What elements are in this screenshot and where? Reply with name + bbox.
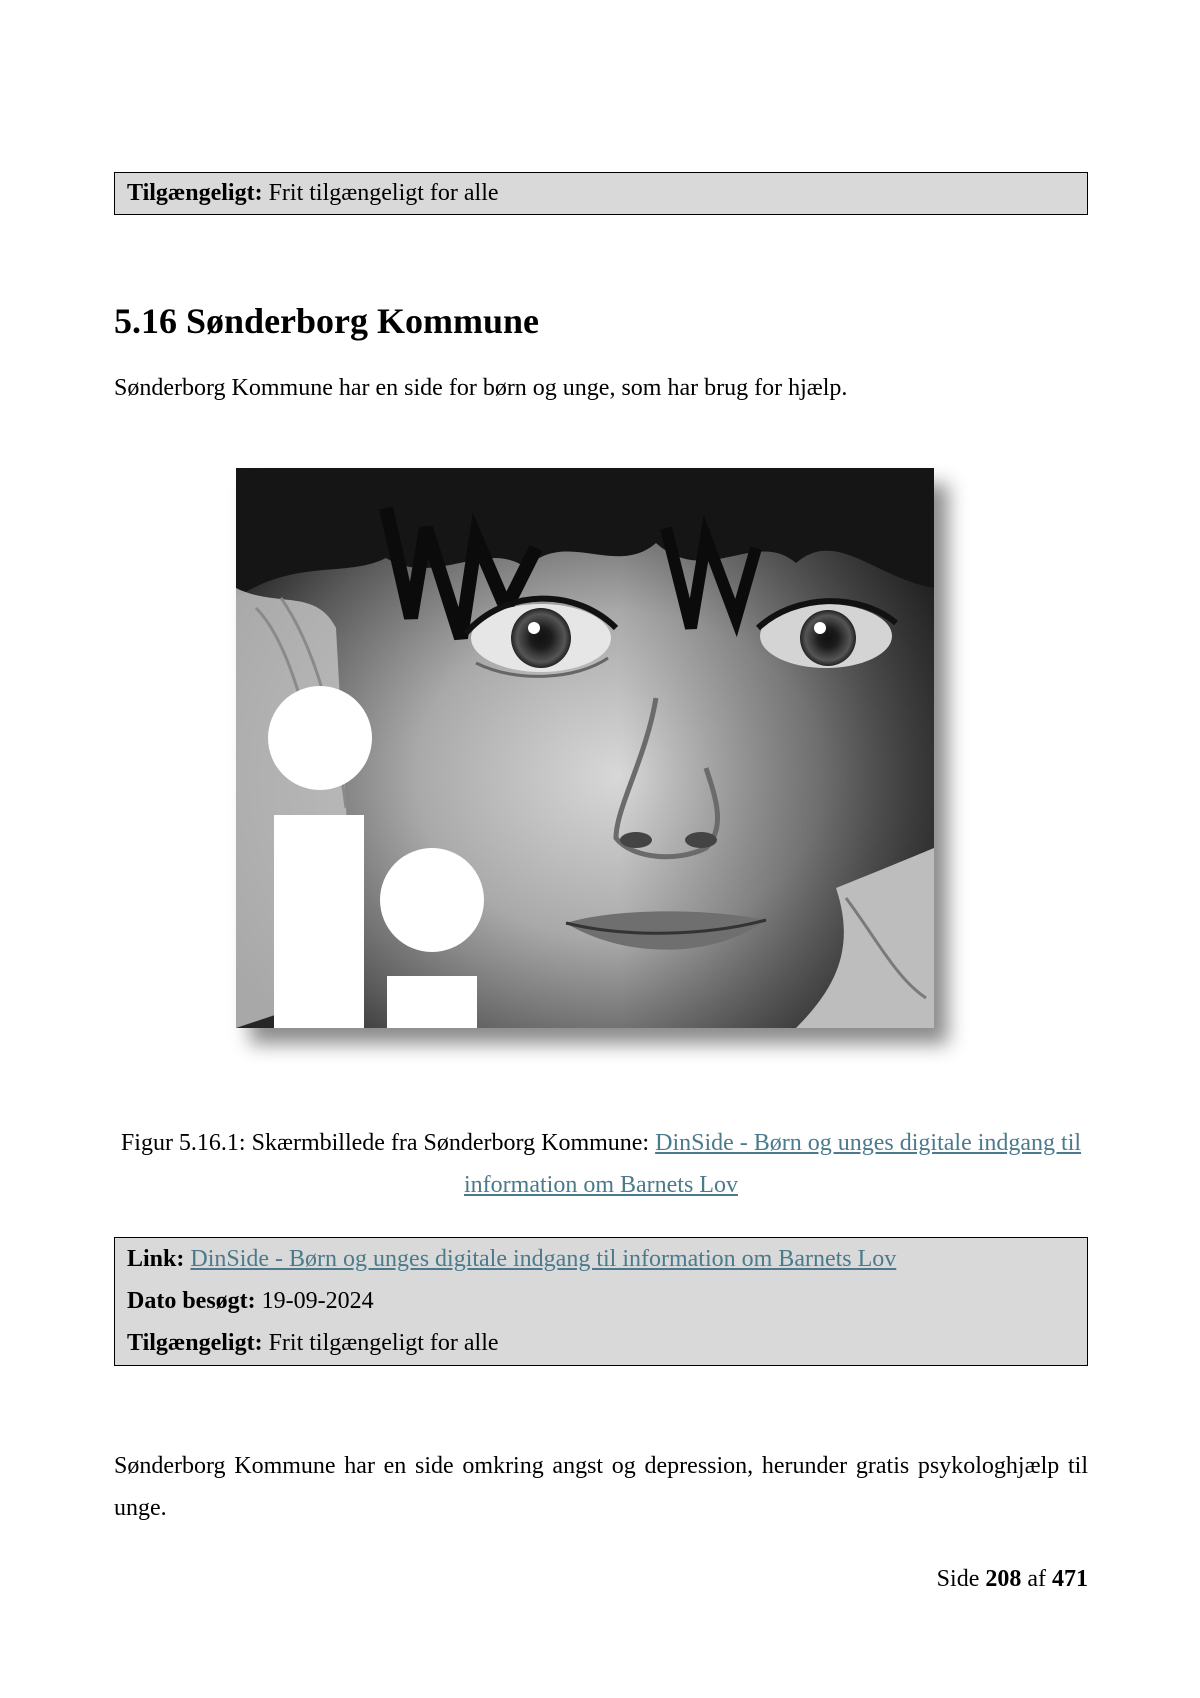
- section-heading: 5.16 Sønderborg Kommune: [114, 301, 540, 341]
- source-link[interactable]: DinSide - Børn og unges digitale indgang til information om Barnets Lov: [190, 1246, 897, 1272]
- caption-prefix: Figur 5.16.1: Skærmbillede fra Sønderborg Kommune:: [120, 1130, 656, 1156]
- date-label: Dato besøgt:: [127, 1288, 256, 1314]
- page-footer: [937, 1559, 1088, 1599]
- figure-caption: [114, 1122, 1088, 1206]
- link-row: [127, 1238, 1075, 1280]
- date-row: [127, 1280, 1075, 1322]
- access-label: Tilgængeligt:: [127, 1330, 263, 1356]
- logo-bar-short: [387, 976, 477, 1028]
- intro-paragraph: Sønderborg Kommune har en side for børn og unge, som har brug for hjælp.: [114, 375, 848, 401]
- link-label: Link:: [127, 1246, 185, 1272]
- logo-circle-small: [380, 848, 484, 952]
- page-total: 471: [1052, 1566, 1088, 1592]
- caption-link[interactable]: DinSide - Børn og unges digitale indgang til information om Barnets Lov: [464, 1130, 1082, 1198]
- logo-circle-large: [268, 686, 372, 790]
- access-value: Frit tilgængeligt for alle: [268, 180, 499, 206]
- page-number: 208: [985, 1566, 1022, 1592]
- access-info-box: [114, 172, 1088, 215]
- screenshot-figure: [236, 468, 934, 1028]
- footer-prefix: Side: [936, 1566, 980, 1592]
- access-label: Tilgængeligt:: [127, 180, 263, 206]
- child-face-photo: [236, 468, 934, 1028]
- link-info-box: [114, 1237, 1088, 1366]
- access-row: [127, 1322, 1075, 1364]
- logo-bar-tall: [274, 815, 364, 1028]
- access-row: [127, 173, 1075, 214]
- second-paragraph: Sønderborg Kommune har en side omkring angst og depression, herunder gratis psykologhjælp til unge.: [114, 1453, 1088, 1521]
- date-value: 19-09-2024: [261, 1288, 374, 1314]
- footer-middle: af: [1027, 1566, 1046, 1592]
- access-value: Frit tilgængeligt for alle: [268, 1330, 499, 1356]
